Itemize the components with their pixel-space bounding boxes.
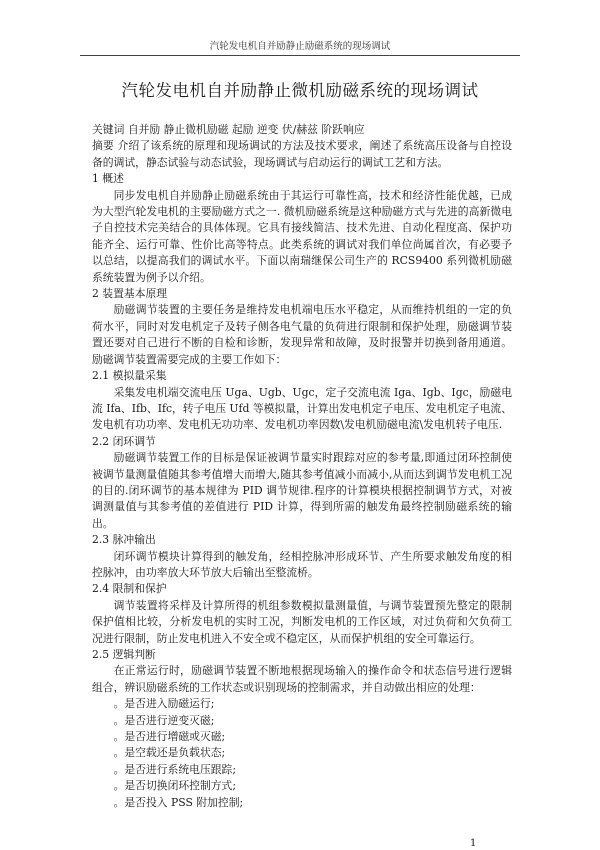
section-2-4-paragraph: 调节装置将采样及计算所得的机组参数模拟量测量值，与调节装置预先整定的限制保护值相比较，分析发电机的实时工况，判断发电机的工作区域，对过负荷和欠负荷工况进行限制，防止发电机进入不安全或不稳定区，从而保护机组的安全可靠运行。 xyxy=(92,598,512,645)
section-2-4-heading: 2.4 限制和保护 xyxy=(92,582,167,596)
list-item: 。是否进入励磁运行; xyxy=(113,697,215,711)
section-2-1-heading: 2.1 模拟量采集 xyxy=(92,369,167,383)
section-2-2-heading: 2.2 闭环调节 xyxy=(92,434,156,448)
section-2-3-paragraph: 闭环调节模块计算得到的触发角，经相控脉冲形成环节、产生所要求触发角度的相控脉冲，由功率放大环节放大后输出至整流桥。 xyxy=(92,549,512,579)
list-item: 。是否进行逆变灭磁; xyxy=(113,713,215,727)
list-item: 。是空载还是负载状态; xyxy=(113,746,226,760)
list-item: 。是否进行增磁或灭磁; xyxy=(113,730,226,744)
list-item: 。是否投入 PSS 附加控制; xyxy=(113,795,244,809)
section-2-2-paragraph: 励磁调节装置工作的目标是保证被调节量实时跟踪对应的参考量,即通过闭环控制使被调节量测量值随其参考值增大而增大,随其参考值减小而减小,从而达到调节发电机工况的目的.闭环调节的基本规律为 PID 调节规律.程序的计算模块根据控制调节方式，对被调测量值与其参考值的差值进行 PID 计算，得到所需的触发角最终控制励磁系统的输出。 xyxy=(92,451,512,530)
section-2-1-paragraph: 采集发电机端交流电压 Uga、Ugb、Ugc，定子交流电流 Iga、Igb、Igc，励磁电流 Ifa、Ifb、Ifc，转子电压 Ufd 等模拟量，计算出发电机定子电压、发电机定子电流、发电机有功功率、发电机无功功率、发电机功率因数\发电机励磁电流\发电机转子电压. xyxy=(92,385,512,432)
section-2-paragraph: 励磁调节装置的主要任务是维持发电机端电压水平稳定，从而维持机组的一定的负荷水平，同时对发电机定子及转子侧各电气量的负荷进行限制和保护处理，励磁调节装置还要对自己进行不断的自检和诊断，发现异常和故障，及时报警并切换到备用通道。励磁调节装置需要完成的主要工作如下： xyxy=(92,303,512,366)
section-1-paragraph: 同步发电机自并励静止励磁系统由于其运行可靠性高，技术和经济性能优越，已成为大型汽轮发电机的主要励磁方式之一. 微机励磁系统是这种励磁方式与先进的高新微电子自控技术完美结合的具体体现。它具有接线简洁、技术先进、自动化程度高、保护功能齐全、运行可靠、性价比高等特点。此类系统的调试对我们单位尚属首次，有必要予以总结，以提高我们的调试水平。下面以南瑞继保公司生产的 RCS9400 系列微机励磁系统装置为例予以介绍。 xyxy=(92,188,512,284)
section-2-3-heading: 2.3 脉冲输出 xyxy=(92,533,156,547)
keywords: 关键词 自并励 静止微机励磁 起励 逆变 伏/赫兹 阶跃响应 xyxy=(92,123,365,136)
section-2-5-paragraph: 在正常运行时，励磁调节装置不断地根据现场输入的操作命令和状态信号进行逻辑组合，辨识励磁系统的工作状态或识别现场的控制需求，并自动做出相应的处理： xyxy=(92,664,512,694)
list-item: 。是否切换闭环控制方式; xyxy=(113,779,236,793)
article-body xyxy=(92,122,512,811)
section-2-5-heading: 2.5 逻辑判断 xyxy=(92,648,156,661)
header-divider xyxy=(80,55,520,56)
abstract: 摘要 介绍了该系统的原理和现场调试的方法及技术要求，阐述了系统高压设备与自控设备的调试，静态试验与动态试验，现场调试与启动运行的调试工艺和方法。 xyxy=(92,139,512,169)
section-2-heading: 2 装置基本原理 xyxy=(92,287,168,301)
page-title: 汽轮发电机自并励静止微机励磁系统的现场调试 xyxy=(121,81,479,100)
section-1-heading: 1 概述 xyxy=(92,172,124,186)
page-number: 1 xyxy=(470,838,477,849)
list-item: 。是否进行系统电压跟踪; xyxy=(113,762,236,776)
running-header: 汽轮发电机自并励静止励磁系统的现场调试 xyxy=(209,41,391,52)
